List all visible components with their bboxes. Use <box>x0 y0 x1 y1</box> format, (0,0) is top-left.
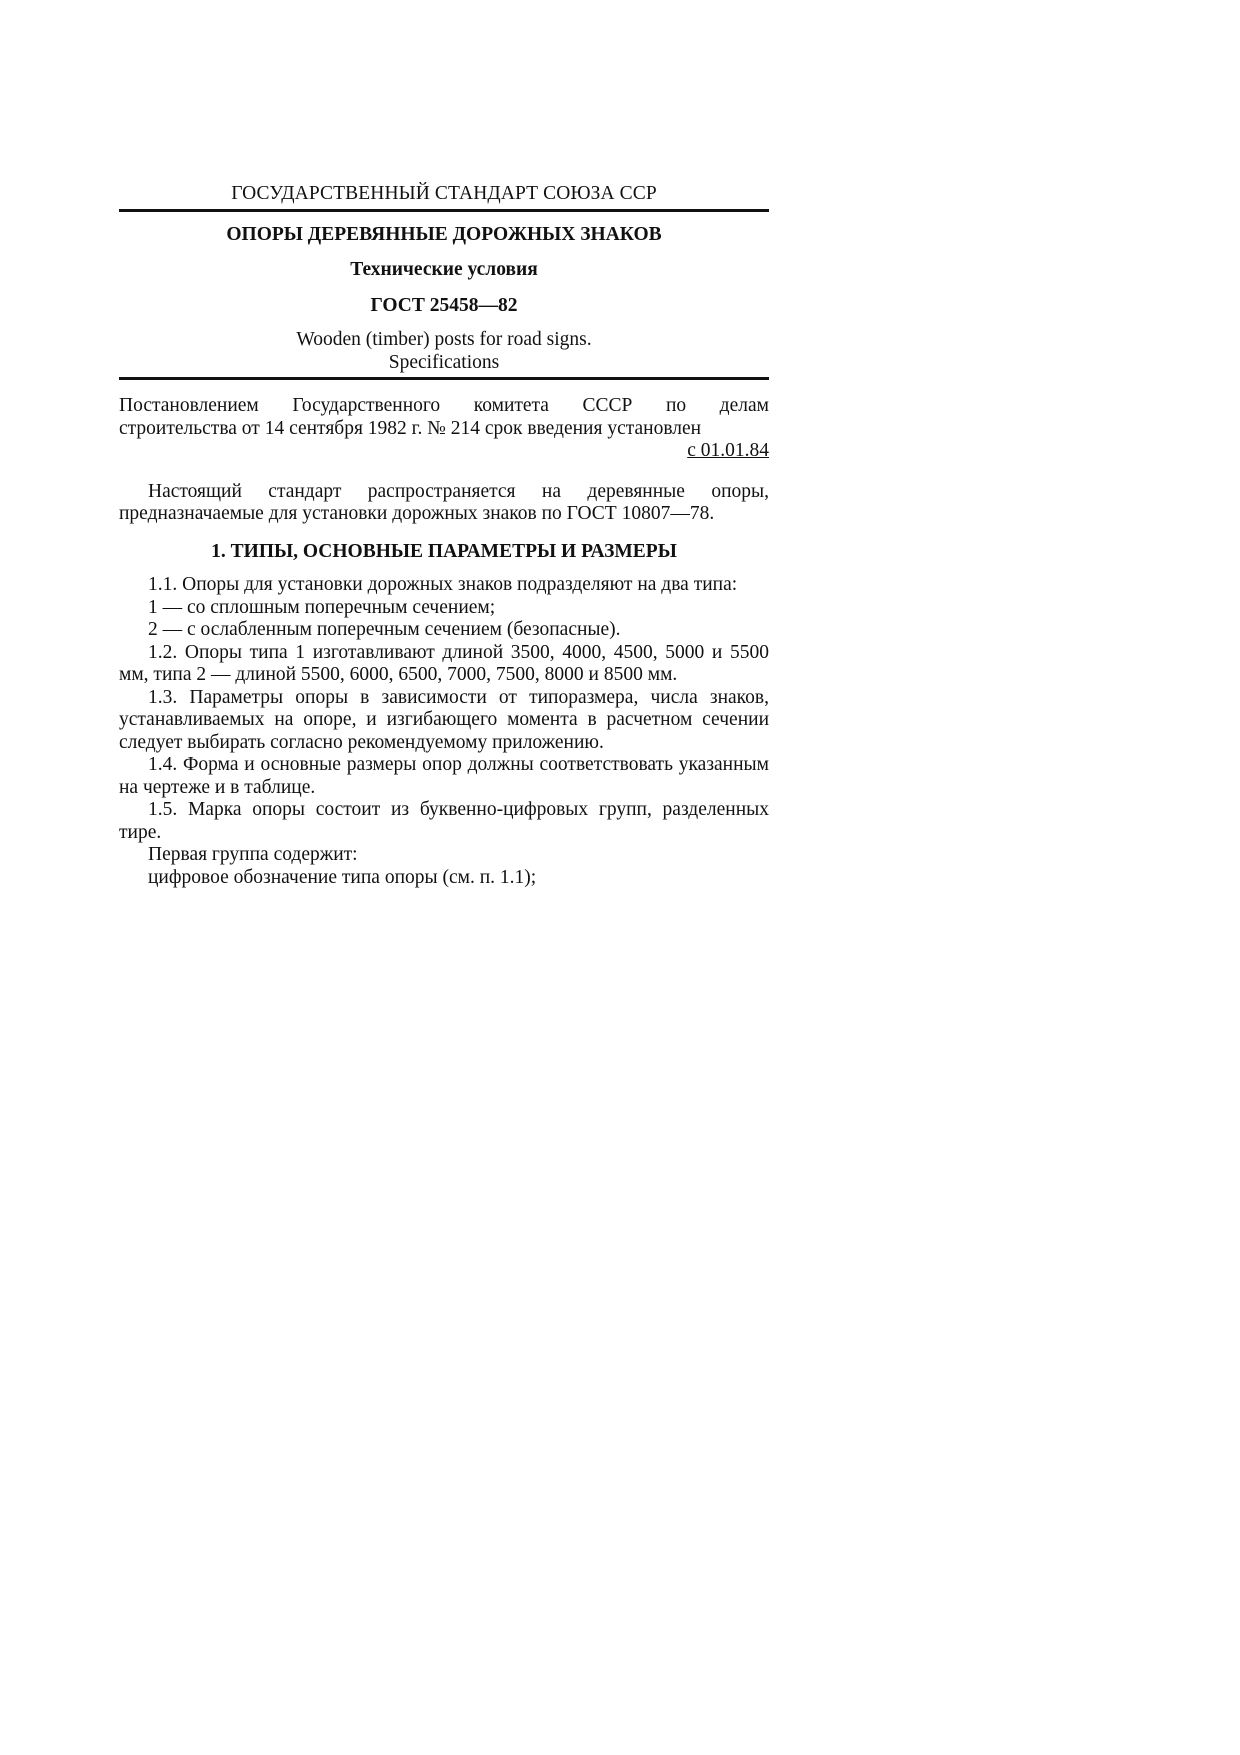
effective-date-text: с 01.01.84 <box>687 440 769 461</box>
english-title <box>119 329 769 380</box>
first-group-label: Первая группа содержит: <box>148 844 358 865</box>
clause-1-1: 1.1. Опоры для установки дорожных знаков подразделяют на два типа: <box>148 574 738 595</box>
standard-header: ГОСУДАРСТВЕННЫЙ СТАНДАРТ СОЮЗА ССР <box>119 183 769 212</box>
clause-1-3: 1.3. Параметры опоры в зависимости от типоразмера, числа знаков, устанавливаемых на опоре, и изгибающего момента в расчетном сечении следует выбирать согласно рекомендуемому приложению. <box>119 686 769 753</box>
english-title-line2: Specifications <box>388 351 500 373</box>
decree-line2: строительства от 14 сентября 1982 г. № 214 срок введения установлен <box>119 417 702 439</box>
effective-date <box>119 440 769 463</box>
clause-1-4: 1.4. Форма и основные размеры опор должны соответствовать указанным на чертеже и в таблице. <box>119 754 769 798</box>
decree-block <box>119 395 769 440</box>
intro-paragraph: Настоящий стандарт распространяется на деревянные опоры, предназначаемые для установки дорожных знаков по ГОСТ 10807—78. <box>119 480 769 524</box>
clause-1-2: 1.2. Опоры типа 1 изготавливают длиной 3500, 4000, 4500, 5000 и 5500 мм, типа 2 — длиной 5500, 6000, 6500, 7000, 7500, 8000 и 8500 мм. <box>119 641 769 685</box>
gost-number: ГОСТ 25458—82 <box>370 294 518 316</box>
document-title: ОПОРЫ ДЕРЕВЯННЫЕ ДОРОЖНЫХ ЗНАКОВ <box>226 223 662 245</box>
english-title-line1: Wooden (timber) posts for road signs. <box>296 329 592 350</box>
type-1-item: 1 — со сплошным поперечным сечением; <box>148 596 496 618</box>
decree-line1: Постановлением Государственного комитета СССР по делам <box>119 395 769 416</box>
digit-designation-item: цифровое обозначение типа опоры (см. п. 1.1); <box>148 866 537 888</box>
section-1-title: 1. ТИПЫ, ОСНОВНЫЕ ПАРАМЕТРЫ И РАЗМЕРЫ <box>211 540 677 562</box>
clause-1-5: 1.5. Марка опоры состоит из буквенно-цифровых групп, разделенных тире. <box>119 799 769 843</box>
document-page <box>119 183 769 889</box>
type-2-item: 2 — с ослабленным поперечным сечением (безопасные). <box>148 619 621 640</box>
document-subtitle: Технические условия <box>350 259 538 280</box>
